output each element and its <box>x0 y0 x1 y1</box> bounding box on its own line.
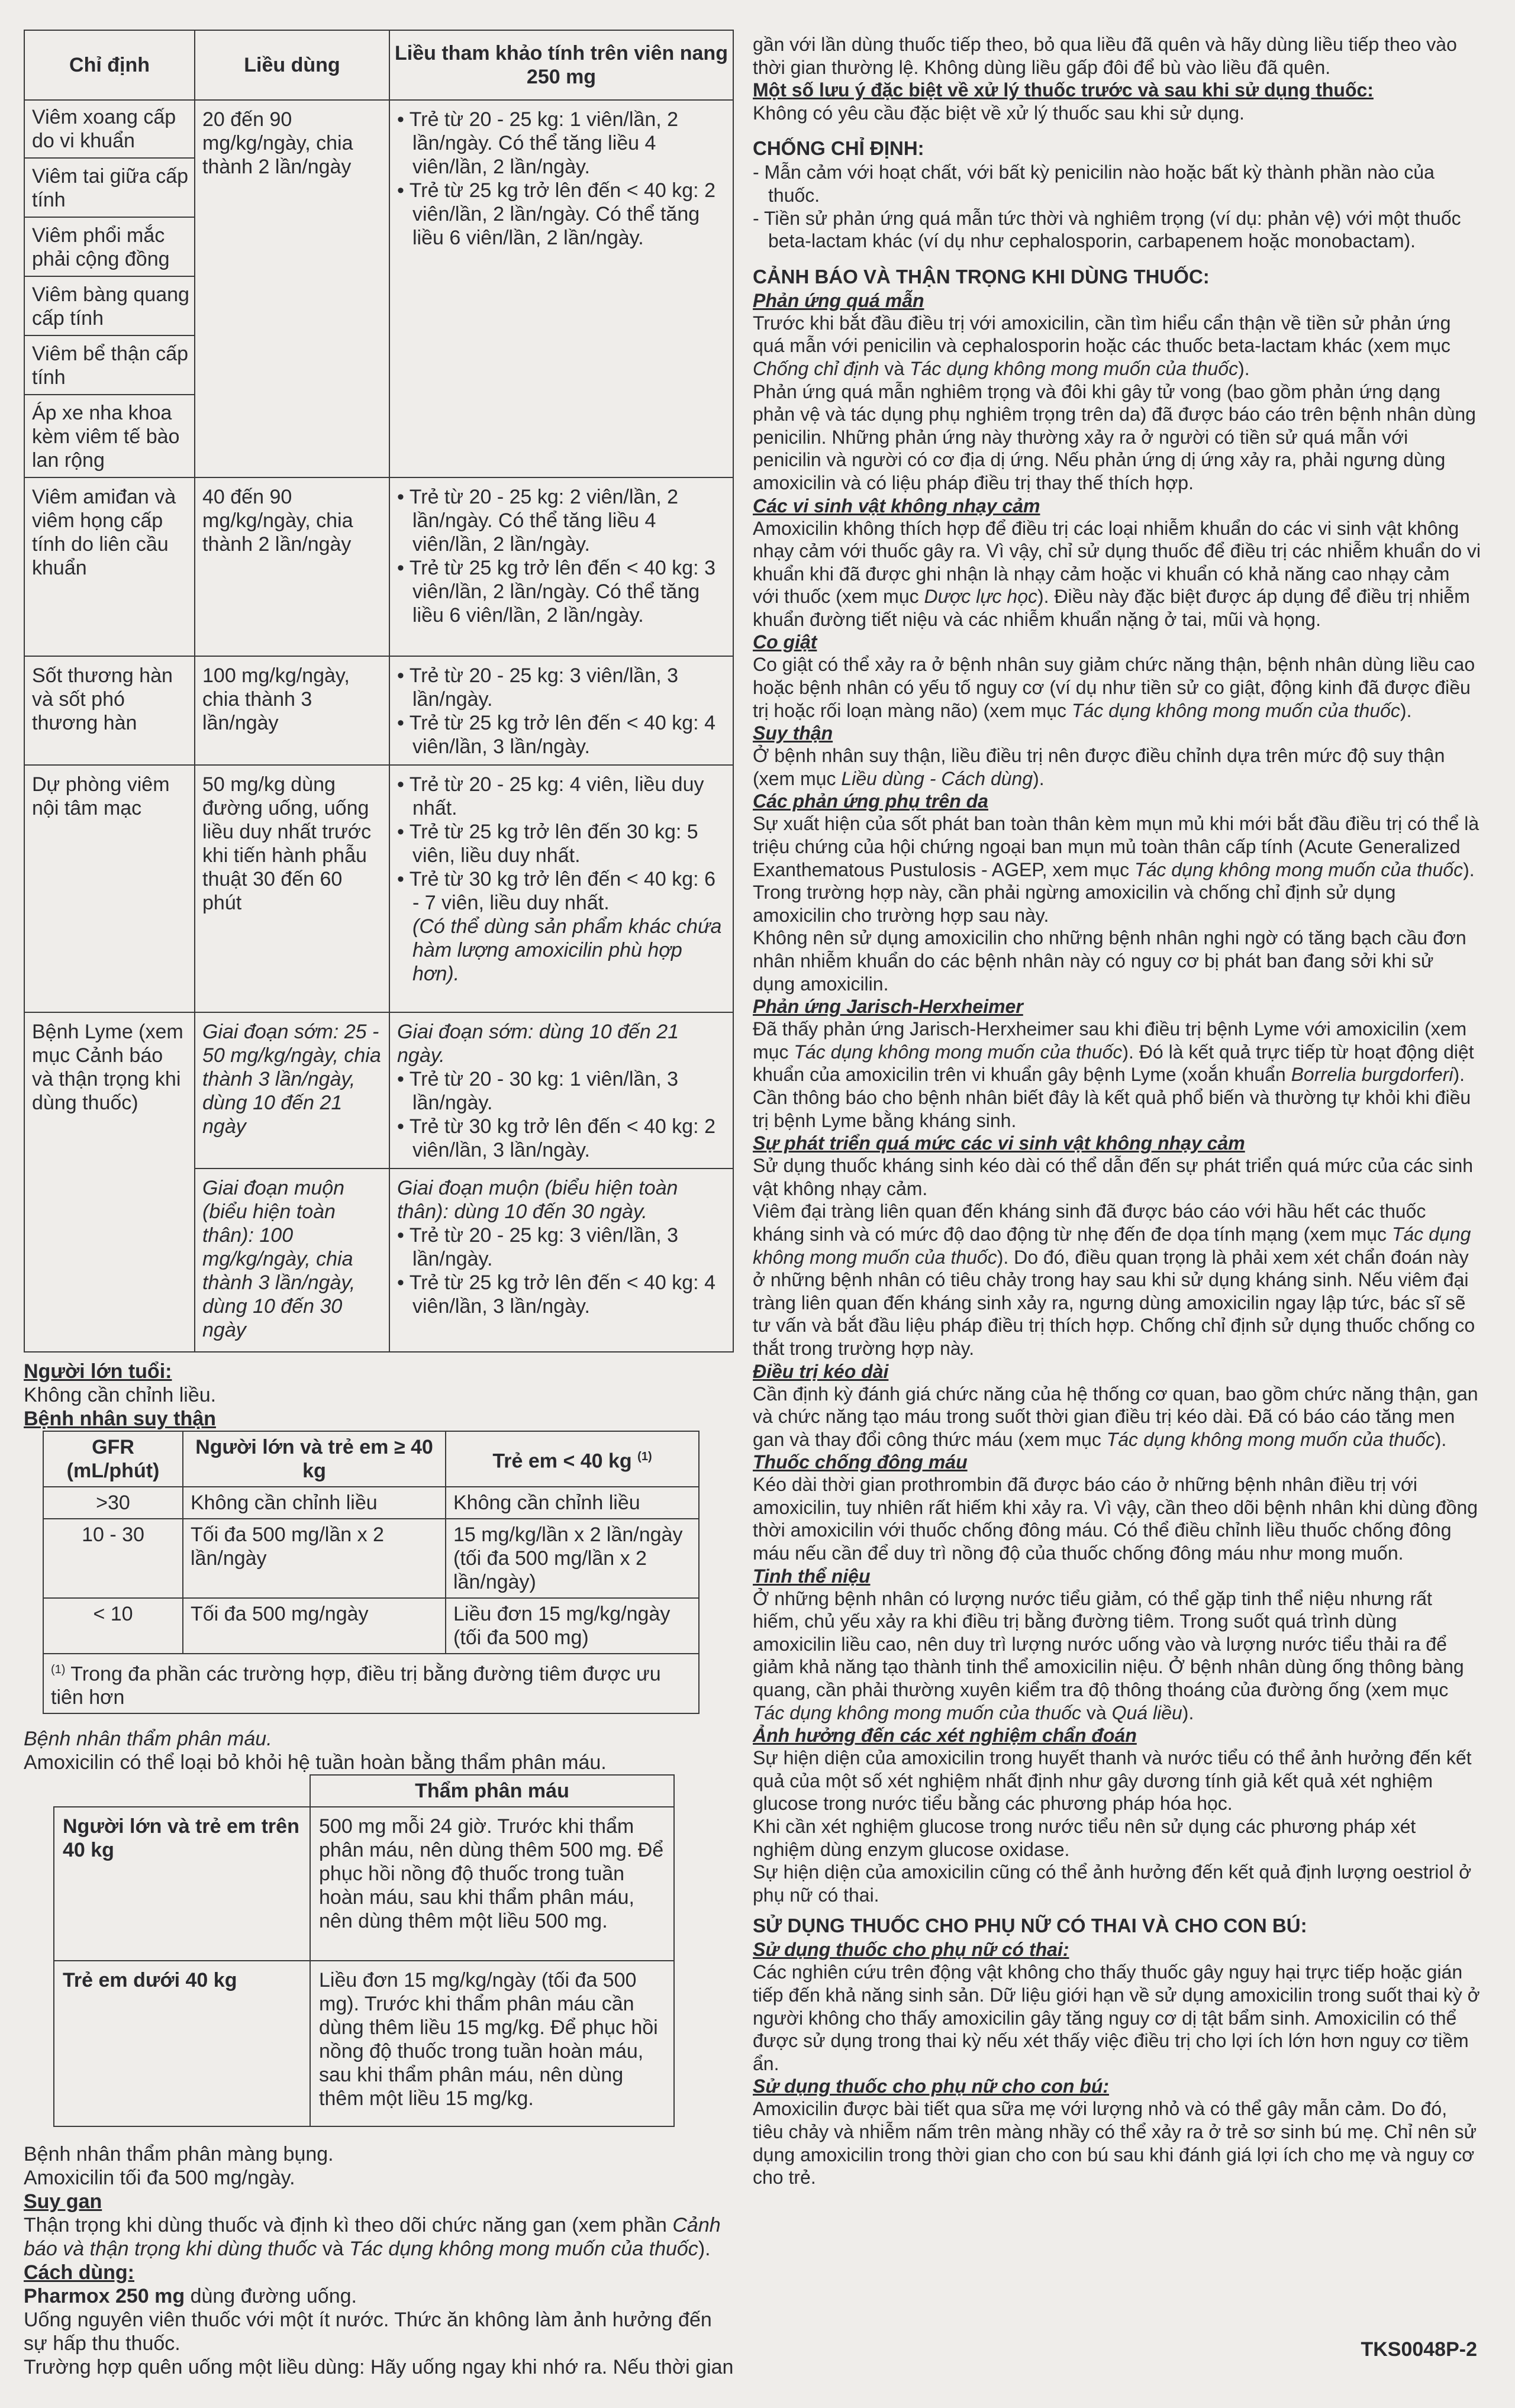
hypersensitivity-title: Phản ứng quá mẫn <box>753 289 924 311</box>
table-row <box>54 1807 674 1961</box>
text-run: Trước khi bắt đầu điều trị với amoxicilin, cần tìm hiểu cẩn thận về tiền sử phản ứng quá mẫn với penicilin và cephalosporin hoặc các thuốc beta-lactam khác (xem mục <box>753 312 1451 357</box>
reference-item: • Trẻ từ 25 kg trở lên đến < 40 kg: 3 viên/lần, 2 lần/ngày. Có thể tăng liều 6 viên/lần, 2 lần/ngày. <box>397 556 726 627</box>
hemodialysis-section <box>24 1727 734 2127</box>
reference-item: • Trẻ từ 20 - 25 kg: 3 viên/lần, 3 lần/ngày. <box>397 1224 726 1271</box>
missed-dose-continued: gần với lần dùng thuốc tiếp theo, bỏ qua liều đã quên và hãy dùng liều tiếp theo vào thời gian thường lệ. Không dùng liều gấp đôi để bù vào liều đã quên. <box>753 34 1457 78</box>
dose-cell-lyme-late: Giai đoạn muộn (biểu hiện toàn thân): 100 mg/kg/ngày, chia thành 3 lần/ngày, dùng 10 đến 30 ngày <box>195 1169 389 1352</box>
indication-cell-lyme: Bệnh Lyme (xem mục Cảnh báo và thận trọng khi dùng thuốc) <box>24 1012 195 1352</box>
table-row <box>43 1519 699 1598</box>
usage-p2: Trường hợp quên uống một liều dùng: Hãy uống ngay khi nhớ ra. Nếu thời gian <box>24 2356 734 2379</box>
indication-item: Áp xe nha khoa kèm viêm tế bào lan rộng <box>32 402 180 472</box>
indication-item: Viêm phổi mắc phải cộng đồng <box>25 222 194 277</box>
text-run: Đã thấy phản ứng Jarisch-Herxheimer sau khi điều trị bệnh Lyme với amoxicilin (xem mục <box>753 1018 1467 1063</box>
product-name: Pharmox 250 mg <box>24 2285 185 2308</box>
table-row <box>43 1598 699 1654</box>
ref-overdose: Quá liều <box>1111 1702 1182 1723</box>
reference-cell-lyme-early <box>389 1012 733 1169</box>
usage-title: Cách dùng: <box>24 2261 134 2284</box>
contraindication-text: Tiền sử phản ứng quá mẫn tức thời và nghiêm trọng (ví dụ: phản vệ) với một thuốc beta-lactam khác (ví dụ như cephalosporin, carbapenem hoặc monobactam). <box>763 207 1461 252</box>
text-run: ). Cần thông báo cho bệnh nhân biết đây là kết quả phổ biến và thường tự khỏi khi điều trị bệnh Lyme bằng kháng sinh. <box>753 1064 1471 1131</box>
diagnostic-p1: Sự hiện diện của amoxicilin trong huyết thanh và nước tiểu có thể ảnh hưởng đến kết quả của một số xét nghiệm nhất định như gây dương tính giả kết quả xét nghiệm glucose trong nước tiểu bằng các phương pháp hóa học. <box>753 1747 1472 1815</box>
hepatic-title: Suy gan <box>24 2190 102 2213</box>
patient-cell: Người lớn và trẻ em trên 40 kg <box>54 1807 310 1961</box>
reference-list <box>397 664 726 758</box>
crystalluria-text <box>753 1587 1481 1725</box>
child-cell: 15 mg/kg/lần x 2 lần/ngày (tối đa 500 mg/lần x 2 lần/ngày) <box>446 1519 699 1598</box>
text-run: Cần định kỳ đánh giá chức năng của hệ thống cơ quan, bao gồm chức năng thận, gan và chức năng tạo máu trong suốt thời gian điều trị kéo dài. Đã có báo cáo tăng men gan và thay đổi công thức máu (xem mục <box>753 1383 1478 1450</box>
renal-impairment-title: Suy thận <box>753 722 833 744</box>
table-row-footnote <box>43 1654 699 1713</box>
convulsions-text <box>753 653 1481 722</box>
product-route: dùng đường uống. <box>185 2285 357 2308</box>
patient-cell: Trẻ em dưới 40 kg <box>54 1961 310 2126</box>
text-run: ). <box>1238 357 1250 379</box>
ref-contraindications: Chống chỉ định <box>753 357 879 379</box>
anticoagulant-text: Kéo dài thời gian prothrombin đã được báo cáo ở những bệnh nhân điều trị với amoxicilin, tuy nhiên rất hiếm khi xảy ra. Vì vậy, cần theo dõi bệnh nhân khi dùng đồng thời amoxicilin với thuốc chống đông máu. Có thể điều chỉnh liều thuốc chống đông máu nếu cần để duy trì nồng độ của thuốc chống đông máu như mong muốn. <box>753 1474 1478 1564</box>
indication-cell <box>24 100 195 477</box>
hypersensitivity-p2: Phản ứng quá mẫn nghiêm trọng và đôi khi gây tử vong (bao gồm phản ứng dạng phản vệ và tác dụng phụ nghiêm trọng trên da) đã được báo cáo trên bệnh nhân dùng penicilin. Những phản ứng này thường xảy ra ở người có tiền sử quá mẫn với penicilin và người có cơ địa dị ứng. Nếu phản ứng dị ứng xảy ra, phải ngưng dùng amoxicilin và có liệu pháp điều trị thay thế thích hợp. <box>753 380 1476 493</box>
ref-adverse-effects: Tác dụng không mong muốn của thuốc <box>1106 1428 1435 1450</box>
elderly-text: Không cần chỉnh liều. <box>24 1384 217 1406</box>
crystalluria-title: Tinh thể niệu <box>753 1565 871 1587</box>
dose-cell: 20 đến 90 mg/kg/ngày, chia thành 2 lần/ngày <box>195 100 389 477</box>
footnote-mark: (1) <box>51 1663 66 1676</box>
dose-cell: 100 mg/kg/ngày, chia thành 3 lần/ngày <box>195 656 389 765</box>
ref-adverse-effects: Tác dụng không mong muốn của thuốc <box>753 1702 1082 1723</box>
child-cell: Không cần chỉnh liều <box>446 1487 699 1519</box>
reference-item: • Trẻ từ 30 kg trở lên đến < 40 kg: 6 - 7 viên, liều duy nhất. <box>397 867 726 915</box>
reference-cell <box>389 477 733 656</box>
dose-cell: 50 mg/kg dùng đường uống, uống liều duy nhất trước khi tiến hành phẫu thuật 30 đến 60 phút <box>195 765 389 1012</box>
reference-item: • Trẻ từ 25 kg trở lên đến 30 kg: 5 viên, liều duy nhất. <box>397 820 726 867</box>
pregnancy-text: Các nghiên cứu trên động vật không cho thấy thuốc gây nguy hại trực tiếp hoặc gián tiếp đến khả năng sinh sản. Dữ liệu giới hạn về sử dụng amoxicilin trong suốt thai kỳ ở người không cho thấy amoxicilin gây tăng nguy cơ dị tật bẩm sinh. Amoxicilin có thể được sử dụng trong thai kỳ nếu xét thấy việc điều trị cho lợi ích lớn hơn nguy cơ tiềm ẩn. <box>753 1961 1480 2074</box>
usage-product-line <box>24 2284 734 2308</box>
text-run: và <box>1081 1702 1112 1723</box>
table-header-row <box>43 1431 699 1487</box>
gfr-cell: 10 - 30 <box>43 1519 183 1598</box>
reference-cell <box>389 656 733 765</box>
header-gfr: GFR (mL/phút) <box>43 1431 183 1487</box>
adult-cell: Tối đa 500 mg/ngày <box>183 1598 446 1654</box>
footnote-text: Trong đa phần các trường hợp, điều trị bằng đường tiêm được ưu tiên hơn <box>51 1663 661 1709</box>
overgrowth-p2 <box>753 1200 1481 1360</box>
reference-note: (Có thể dùng sản phẩm khác chứa hàm lượng amoxicilin phù hợp hơn). <box>412 915 722 985</box>
regimen-cell: Liều đơn 15 mg/kg/ngày (tối đa 500 mg). Trước khi thẩm phân máu cần dùng thêm liều 15 mg/kg. Để phục hồi nồng độ thuốc trong tuần hoàn máu, sau khi thẩm phân máu, nên dùng thêm một liều 15 mg/kg. <box>310 1961 674 2126</box>
usage-p1: Uống nguyên viên thuốc với một ít nước. Thức ăn không làm ảnh hưởng đến sự hấp thu thuốc. <box>24 2309 712 2355</box>
reference-item: • Trẻ từ 20 - 25 kg: 3 viên/lần, 3 lần/ngày. <box>397 664 726 711</box>
text-run: ). Trong trường hợp này, cần phải ngừng amoxicilin và chống chỉ định sử dụng amoxicilin cho trường hợp sau này. <box>753 858 1475 926</box>
diagnostic-p2: Khi cần xét nghiệm glucose trong nước tiểu nên sử dụng các phương pháp xét nghiệm dùng enzym glucose oxidase. <box>753 1816 1416 1860</box>
elderly-section <box>24 1360 734 1407</box>
skin-reactions-p1 <box>753 812 1481 927</box>
reference-list <box>397 773 726 915</box>
table-header-row <box>24 30 733 100</box>
hepatic-text-a: Thận trọng khi dùng thuốc và định kì theo dõi chức năng gan (xem phần <box>24 2214 673 2237</box>
hemodialysis-table <box>53 1774 675 2127</box>
indication-cell: Dự phòng viêm nội tâm mạc <box>24 765 195 1012</box>
text-run: và <box>879 357 910 379</box>
contraindication-item: - Mẫn cảm với hoạt chất, với bất kỳ penicilin nào hoặc bất kỳ thành phần nào của thuốc. <box>753 162 1435 206</box>
reference-cell <box>389 100 733 477</box>
elderly-title: Người lớn tuổi: <box>24 1360 172 1383</box>
reference-list <box>397 108 726 250</box>
text-run: ). Điều này đặc biệt được áp dụng để điều trị nhiễm khuẩn đường tiết niệu và các nhiễm khuẩn nặng ở tai, mũi và họng. <box>753 586 1470 630</box>
skin-reactions-p2: Không nên sử dụng amoxicilin cho những bệnh nhân nghi ngờ có tăng bạch cầu đơn nhân nhiễm khuẩn do các bệnh nhân này có nguy cơ bị phát ban đang sởi khi sử dụng amoxicilin. <box>753 927 1466 995</box>
prolonged-title: Điều trị kéo dài <box>753 1360 889 1382</box>
text-run: ). <box>1400 699 1412 721</box>
table-row <box>43 1487 699 1519</box>
jarisch-text <box>753 1018 1481 1132</box>
ref-adverse-effects: Tác dụng không mong muốn của thuốc <box>753 1223 1471 1268</box>
overgrowth-title: Sự phát triển quá mức các vi sinh vật không nhạy cảm <box>753 1132 1245 1154</box>
reference-item: • Trẻ từ 20 - 25 kg: 4 viên, liều duy nhất. <box>397 773 726 820</box>
text-run: Co giật có thể xảy ra ở bệnh nhân suy giảm chức năng thận, bệnh nhân dùng liều cao hoặc bệnh nhân có yếu tố nguy cơ (ví dụ như tiền sử co giật, động kinh đã được điều trị hoặc rối loạn màng não) (xem mục <box>753 654 1475 721</box>
reference-list <box>397 1067 726 1162</box>
text-run: Sự xuất hiện của sốt phát ban toàn thân kèm mụn mủ khi mới bắt đầu điều trị có thể là triệu chứng của hội chứng ngoại ban mụn mủ toàn thân cấp tính (Acute Generalized Exanthematous Pustulosis - AGEP, xem mục <box>753 813 1479 880</box>
nonsusceptible-text <box>753 517 1481 631</box>
text-run: Viêm đại tràng liên quan đến kháng sinh đã được báo cáo với hầu hết các thuốc kháng sinh và có mức độ dao động từ nhẹ đến đe dọa tính mạng (xem mục <box>753 1200 1426 1245</box>
table-row-lyme-early <box>24 1012 733 1169</box>
ref-pharmacodynamics: Dược lực học <box>924 586 1037 608</box>
text-run: ). <box>1033 767 1045 789</box>
reference-item: • Trẻ từ 25 kg trở lên đến < 40 kg: 4 viên/lần, 3 lần/ngày. <box>397 711 726 758</box>
lactation-subtitle: Sử dụng thuốc cho phụ nữ cho con bú: <box>753 2075 1110 2097</box>
indication-item: Viêm xoang cấp do vi khuẩn <box>25 104 194 159</box>
hypersensitivity-p1 <box>753 312 1481 380</box>
species-name: Borrelia burgdorferi <box>1291 1064 1453 1086</box>
regimen-cell: 500 mg mỗi 24 giờ. Trước khi thẩm phân máu, nên dùng thêm 500 mg. Để phục hồi nồng độ thuốc trong tuần hoàn máu, sau khi thẩm phân máu, nên dùng thêm một liều 500 mg. <box>310 1807 674 1961</box>
indication-item: Viêm bể thận cấp tính <box>25 341 194 395</box>
pregnancy-title: SỬ DỤNG THUỐC CHO PHỤ NỮ CÓ THAI VÀ CHO CON BÚ: <box>753 1915 1307 1937</box>
text-run: ). Đó là kết quả trực tiếp từ hoạt động diệt khuẩn của amoxicilin trên vi khuẩn gây bệnh Lyme (xoắn khuẩn <box>753 1041 1474 1086</box>
contraindication-item: - Tiền sử phản ứng quá mẫn tức thời và nghiêm trọng (ví dụ: phản vệ) với một thuốc beta-lactam khác (ví dụ như cephalosporin, carbapenem hoặc monobactam). <box>753 207 1461 252</box>
header-dose: Liều dùng <box>195 30 389 100</box>
reference-intro: Giai đoạn muộn (biểu hiện toàn thân): dùng 10 đến 30 ngày. <box>397 1177 678 1223</box>
reference-item: • Trẻ từ 25 kg trở lên đến < 40 kg: 2 viên/lần, 2 lần/ngày. Có thể tăng liều 6 viên/lần, 2 lần/ngày. <box>397 179 726 250</box>
reference-item: • Trẻ từ 20 - 30 kg: 1 viên/lần, 3 lần/ngày. <box>397 1067 726 1115</box>
nonsusceptible-title: Các vi sinh vật không nhạy cảm <box>753 495 1040 517</box>
prolonged-text <box>753 1383 1481 1451</box>
table-row <box>24 765 733 1012</box>
contraindication-text: Mẫn cảm với hoạt chất, với bất kỳ penicilin nào hoặc bất kỳ thành phần nào của thuốc. <box>764 162 1435 206</box>
hepatic-text-c: và <box>317 2238 350 2261</box>
header-indication: Chỉ định <box>24 30 195 100</box>
adult-cell: Không cần chỉnh liều <box>183 1487 446 1519</box>
ref-adverse-effects: Tác dụng không mong muốn của thuốc <box>1071 699 1400 721</box>
ref-adverse-effects: Tác dụng không mong muốn của thuốc <box>794 1041 1123 1063</box>
text-run: Amoxicilin không thích hợp để điều trị các loại nhiễm khuẩn do các vi sinh vật không nhạy cảm với thuốc gây ra. Vì vậy, chỉ sử dụng thuốc để điều trị các nhiễm khuẩn do vi khuẩn khi đã được ghi nhận là nhạy cảm hoặc vi khuẩn có khả năng cao nhạy cảm với thuốc (xem mục <box>753 517 1481 608</box>
header-child-text: Trẻ em < 40 kg <box>492 1450 632 1473</box>
dose-cell: 40 đến 90 mg/kg/ngày, chia thành 2 lần/ngày <box>195 477 389 656</box>
header-hemodialysis: Thẩm phân máu <box>310 1775 674 1807</box>
hepatic-link-adverse: Tác dụng không mong muốn của thuốc <box>349 2238 698 2261</box>
gfr-cell: < 10 <box>43 1598 183 1654</box>
child-cell: Liều đơn 15 mg/kg/ngày (tối đa 500 mg) <box>446 1598 699 1654</box>
reference-item: • Trẻ từ 20 - 25 kg: 1 viên/lần, 2 lần/ngày. Có thể tăng liều 4 viên/lần, 2 lần/ngày. <box>397 108 726 179</box>
ref-dosage: Liều dùng - Cách dùng <box>841 767 1033 789</box>
reference-item: • Trẻ từ 20 - 25 kg: 2 viên/lần, 2 lần/ngày. Có thể tăng liều 4 viên/lần, 2 lần/ngày. <box>397 485 726 556</box>
warnings-title: CẢNH BÁO VÀ THẬN TRỌNG KHI DÙNG THUỐC: <box>753 265 1210 288</box>
indication-dosage-table <box>24 30 734 1353</box>
reference-list <box>397 485 726 627</box>
left-column <box>24 30 734 2379</box>
hepatic-text-e: ). <box>698 2238 711 2261</box>
adult-cell: Tối đa 500 mg/lần x 2 lần/ngày <box>183 1519 446 1598</box>
table-header-row <box>54 1775 674 1807</box>
text-run: Ở những bệnh nhân có lượng nước tiểu giảm, có thể gặp tinh thể niệu nhưng rất hiếm, chủ yếu xảy ra khi điều trị bằng đường tiêm. Trong suốt quá trình dùng amoxicilin liều cao, nên duy trì lượng nước uống vào và lượng nước tiểu thải ra để giảm khả năng tạo thành tinh thể amoxicilin niệu. Ở bệnh nhân dùng ống thông bàng quang, cần phải thường xuyên kiểm tra độ thông thoáng của đường ống (xem mục <box>753 1587 1464 1701</box>
table-row <box>24 477 733 656</box>
jarisch-title: Phản ứng Jarisch-Herxheimer <box>753 996 1023 1018</box>
renal-section <box>24 1407 734 1714</box>
table-row <box>24 100 733 477</box>
header-reference <box>389 30 733 100</box>
table-row <box>24 656 733 765</box>
reference-intro: Giai đoạn sớm: dùng 10 đến 21 ngày. <box>397 1021 679 1067</box>
indication-item: Viêm tai giữa cấp tính <box>25 163 194 218</box>
footnote-cell <box>43 1654 699 1713</box>
text-run: ). Do đó, điều quan trọng là phải xem xét chẩn đoán này ở những bệnh nhân có tiêu chảy trong hay sau khi sử dụng kháng sinh. Nếu viêm đại tràng liên quan đến kháng sinh xảy ra, ngưng dùng amoxicilin ngay lập tức, bác sĩ sẽ tư vấn và bắt đầu liệu pháp điều trị thích hợp. Chống chỉ định sử dụng thuốc chống co thắt trong trường hợp này. <box>753 1246 1475 1359</box>
table-row <box>54 1961 674 2126</box>
disposal-text: Không có yêu cầu đặc biệt về xử lý thuốc sau khi sử dụng. <box>753 102 1245 124</box>
header-reference-text: Liều tham khảo tính trên viên nang 250 mg <box>395 42 728 88</box>
skin-reactions-title: Các phản ứng phụ trên da <box>753 790 988 812</box>
ref-adverse-effects: Tác dụng không mong muốn của thuốc <box>910 357 1239 379</box>
hemodialysis-text: Amoxicilin có thể loại bỏ khỏi hệ tuần hoàn bằng thẩm phân máu. <box>24 1751 607 1774</box>
peritoneal-text: Amoxicilin tối đa 500 mg/ngày. <box>24 2167 295 2190</box>
dose-cell-lyme-early: Giai đoạn sớm: 25 - 50 mg/kg/ngày, chia thành 3 lần/ngày, dùng 10 đến 21 ngày <box>195 1012 389 1169</box>
indication-item: Viêm bàng quang cấp tính <box>25 282 194 336</box>
convulsions-title: Co giật <box>753 631 817 653</box>
disposal-title: Một số lưu ý đặc biệt về xử lý thuốc trước và sau khi sử dụng thuốc: <box>753 79 1374 101</box>
text-run: ). <box>1182 1702 1194 1723</box>
contraindications-title: CHỐNG CHỈ ĐỊNH: <box>753 137 924 160</box>
overgrowth-p1: Sử dụng thuốc kháng sinh kéo dài có thể dẫn đến sự phát triển quá mức của các sinh vật không nhạy cảm. <box>753 1155 1474 1199</box>
hepatic-link-warnings: Cảnh báo và thận trọng khi dùng thuốc <box>24 2214 721 2261</box>
reference-item: • Trẻ từ 25 kg trở lên đến < 40 kg: 4 viên/lần, 3 lần/ngày. <box>397 1271 726 1318</box>
reference-list <box>397 1224 726 1318</box>
right-column <box>753 33 1481 2189</box>
text-run: Ở bệnh nhân suy thận, liều điều trị nên được điều chỉnh dựa trên mức độ suy thận (xem mục <box>753 745 1445 789</box>
header-child <box>446 1431 699 1487</box>
gfr-table <box>43 1431 700 1714</box>
anticoagulant-title: Thuốc chống đông máu <box>753 1451 968 1473</box>
usage-section <box>24 2261 734 2379</box>
reference-item: • Trẻ từ 30 kg trở lên đến < 40 kg: 2 viên/lần, 3 lần/ngày. <box>397 1115 726 1162</box>
document-code: TKS0048P-2 <box>1361 2338 1477 2361</box>
text-run: ). <box>1435 1428 1447 1450</box>
hepatic-section <box>24 2190 734 2261</box>
gfr-cell: >30 <box>43 1487 183 1519</box>
reference-cell-lyme-late <box>389 1169 733 1352</box>
peritoneal-title: Bệnh nhân thẩm phân màng bụng. <box>24 2143 334 2166</box>
hepatic-text <box>24 2213 734 2261</box>
hemodialysis-title: Bệnh nhân thẩm phân máu. <box>24 1728 272 1751</box>
header-adult: Người lớn và trẻ em ≥ 40 kg <box>183 1431 446 1487</box>
header-child-sup: (1) <box>637 1450 652 1464</box>
reference-cell <box>389 765 733 1012</box>
diagnostic-title: Ảnh hưởng đến các xét nghiệm chẩn đoán <box>753 1725 1137 1747</box>
renal-impairment-text <box>753 744 1481 790</box>
pregnancy-subtitle: Sử dụng thuốc cho phụ nữ có thai: <box>753 1939 1069 1961</box>
lactation-text: Amoxicilin được bài tiết qua sữa mẹ với lượng nhỏ và có thể gây mẫn cảm. Do đó, tiêu chảy và nhiễm nấm trên màng nhầy có thể xảy ra ở trẻ sơ sinh bú mẹ. Chỉ nên sử dụng amoxicilin trong thời gian cho con bú sau khi đánh giá lợi ích cho mẹ và nguy cơ cho trẻ. <box>753 2098 1477 2188</box>
indication-cell: Sốt thương hàn và sốt phó thương hàn <box>24 656 195 765</box>
renal-title: Bệnh nhân suy thận <box>24 1408 216 1430</box>
header-empty <box>54 1775 310 1807</box>
indication-cell: Viêm amiđan và viêm họng cấp tính do liên cầu khuẩn <box>24 477 195 656</box>
peritoneal-section <box>24 2142 734 2190</box>
diagnostic-p3: Sự hiện diện của amoxicilin cũng có thể ảnh hưởng đến kết quả định lượng oestriol ở phụ nữ có thai. <box>753 1861 1472 1906</box>
ref-adverse-effects: Tác dụng không mong muốn của thuốc <box>1134 858 1464 880</box>
